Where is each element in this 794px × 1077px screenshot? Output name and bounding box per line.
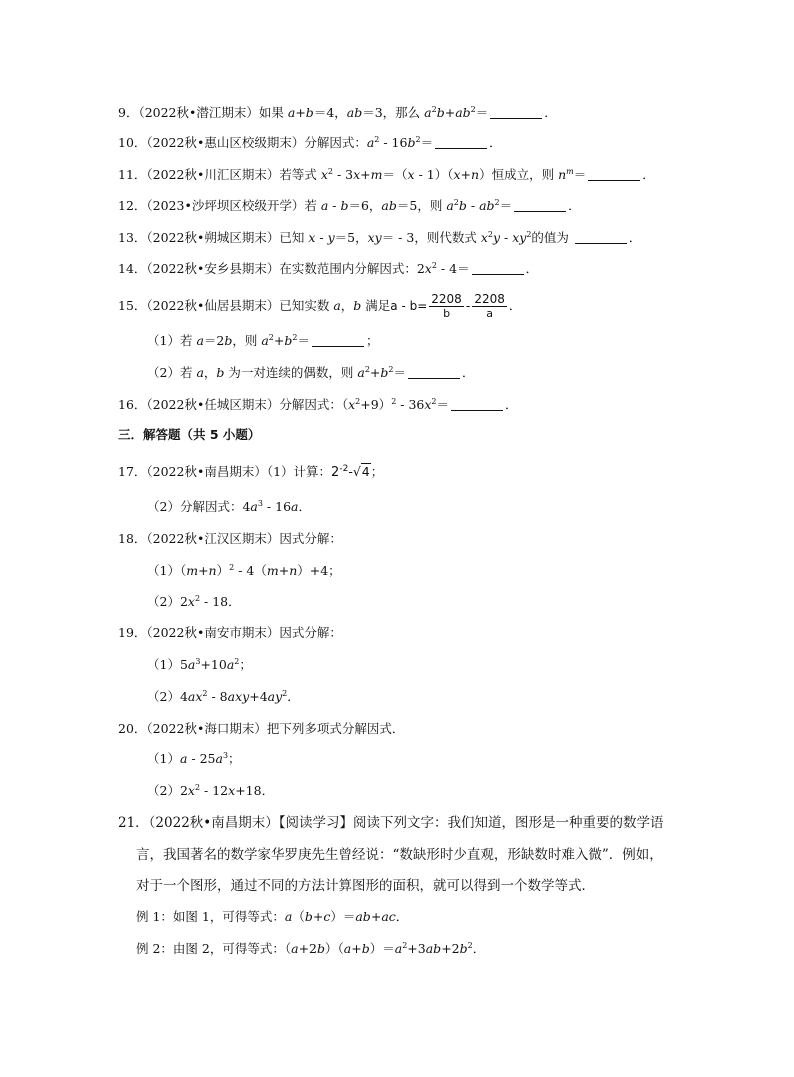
q19-2-text: - 8 [207,689,228,704]
fraction-numerator: 2208 [474,292,505,306]
q10-text: ． [489,135,502,150]
q19-1-text: ； [239,657,252,672]
q18-1-math: m [266,563,279,578]
q15-2-math: a [196,365,204,380]
q11-text: - 3 [332,167,354,182]
q18-1-math: m [186,563,199,578]
q13-text: ＝ - 3，则代数式 [381,230,481,245]
q15-math: a [333,298,341,313]
exponent: 2 [355,397,361,406]
ex1-text: + [312,909,324,924]
q15-equation-lhs: a - b= [390,299,428,313]
q20-1-math: a [215,751,223,766]
exponent: 2 [194,783,201,792]
q12-text: - [466,198,480,213]
q12-text: ＝5，则 [396,198,447,213]
q11-math: x [353,167,361,182]
q15-1-math: b [284,333,293,348]
q15-1-math: b [224,333,233,348]
answer-blank[interactable] [435,136,487,149]
q17-text: 17．（2022秋•南昌期末）（1）计算： [118,464,332,479]
answer-blank[interactable] [312,334,364,347]
question-14 [118,260,538,278]
q12-text: ． [568,198,581,213]
exponent: 2 [494,198,500,207]
q20-1-text: ； [228,751,241,766]
q15-text: ， [340,298,354,313]
answer-blank[interactable] [575,231,627,244]
fraction-denominator: b [443,307,451,320]
q15-1-text: + [273,333,285,348]
exponent: 2 [268,333,274,342]
exponent: 2 [364,365,370,374]
exponent: 2 [526,230,532,239]
q11-text: - 1）（ [414,167,454,182]
q16-text: 16．（2022秋•任城区期末）分解因式：（ [118,397,349,412]
q11-math: x [320,167,328,182]
q18-1-text: - 4（ [234,563,267,578]
q20-1-math: a [179,751,188,766]
q19-1-text: +10 [200,657,227,672]
q20-1-text: （1） [147,751,180,766]
q14-text: 14．（2022秋•安乡县期末）在实数范围内分解因式：2 [118,261,425,276]
q19-2-text: （2）4 [147,689,188,704]
ex1-text: 例 1：如图 1，可得等式： [136,909,285,924]
q15-2-text: 为一对连续的偶数，则 [224,365,358,380]
answer-blank[interactable] [490,106,542,119]
ex1-text: + [370,909,382,924]
answer-blank[interactable] [588,168,640,181]
q13-math: y [492,230,501,245]
ex2-math: ab [425,941,442,956]
ex2-text: ． [472,941,486,956]
exponent: 2 [391,397,397,406]
q19-2-text: ． [287,689,300,704]
exponent: 2 [431,261,437,270]
exponent: 3 [257,499,263,508]
q11-math: m [370,167,383,182]
question-16 [118,396,518,414]
exponent: m [566,167,574,176]
q9-math: a+b [287,105,314,120]
exponent: 2 [431,105,437,114]
q10-math: a [366,135,375,150]
question-21-line-3: 对于一个图形，通过不同的方法计算图形的面积，就可以得到一个数学等式． [136,878,595,894]
q9-math: b+ab [436,105,471,120]
q16-text: +9） [360,397,392,412]
q15-2-math: b [216,365,225,380]
ex1-text: （ [292,909,305,924]
exponent: 2 [431,397,437,406]
q12-math: a [446,198,454,213]
q12-math: b [340,198,349,213]
q15-1-text: （1）若 [147,333,197,348]
fraction [472,292,507,321]
square-root: √4 [352,464,370,479]
q19-2-math: ay [267,689,283,704]
ex2-text: +2 [441,941,460,956]
answer-blank[interactable] [451,398,503,411]
q9-text: ＝4， [313,105,347,120]
q18-1-text: + [278,563,290,578]
question-11 [118,166,655,184]
q18-2-math: x [187,594,195,609]
q20-1-text: - 25 [187,751,216,766]
q15-1-text: ； [366,333,379,348]
ex2-text: + [351,941,362,956]
q18-1-math: n [289,563,298,578]
q17-2-math: a [291,499,299,514]
q13-math: xy [512,230,527,245]
q20-2-math: x [228,783,236,798]
ex2-math: a [291,941,299,956]
q15-2-math: b [380,365,389,380]
q17-2-math: a [250,499,258,514]
q11-text: ． [642,167,655,182]
q15-1-text: ＝2 [203,333,225,348]
question-21-line-2: 言，我国著名的数学家华罗庚先生曾经说：“数缺形时少直观，形缺数时难入微”．例如， [136,847,663,863]
q19-1-math: a [226,657,235,672]
q15-1-text: ，则 [232,333,262,348]
q18-1-text: ） [216,563,230,578]
q17-text: ； [370,464,384,479]
q15-2-text: ＝ [393,365,407,380]
q18-1-text: ）+4； [297,563,341,578]
q9-text: ． [544,105,557,120]
q15-text: 满足 [361,298,391,313]
question-20-part-2 [147,782,274,800]
q16-math: x [348,397,356,412]
q10-text: ＝ [420,135,434,150]
q17-2-text: ． [298,499,311,514]
question-21-line-1: 21．（2022秋•南昌期末）【阅读学习】阅读下列文字：我们知道，图形是一种重要的数学语 [118,815,664,831]
q12-text: - [328,198,341,213]
exponent: 2 [229,563,235,572]
exponent: 2 [327,167,333,176]
q17-2-text: （2）分解因式：4 [147,499,251,514]
q16-text: ＝ [436,397,450,412]
question-10 [118,134,502,152]
q9-text: 9．（2022秋•潜江期末）如果 [118,105,288,120]
q11-math: x [407,167,415,182]
question-13 [118,229,641,247]
q14-math: x [424,261,432,276]
q11-text: ＝ [573,167,587,182]
q9-math: ab [346,105,363,120]
q14-text: - 4＝ [436,261,470,276]
question-20: 20．（2022秋•海口期末）把下列多项式分解因式． [118,721,405,736]
exponent: 2 [282,689,288,698]
ex2-math: b [459,941,468,956]
ex2-math: a [394,941,403,956]
ex1-math: ac [381,909,396,924]
q18-2-text: - 18． [200,594,241,609]
question-19: 19．（2022秋•南安市期末）因式分解： [118,625,342,640]
q10-math: b [407,135,416,150]
q19-2-math: axy [227,689,250,704]
q15-text: 15．（2022秋•仙居县期末）已知实数 [118,298,334,313]
q9-text: ＝3，那么 [362,105,425,120]
exponent: 2 [292,333,298,342]
question-18-part-2 [147,593,241,611]
q12-text: ＝ [499,198,513,213]
question-15-part-2 [147,364,475,382]
q14-text: ． [525,261,539,276]
q20-2-text: - 12 [200,783,229,798]
q15-1-math: a [261,333,269,348]
q15-2-text: ， [203,365,217,380]
q16-text: ． [505,397,518,412]
q15-2-text: （2）若 [147,365,197,380]
q12-math: ab [381,198,397,213]
q11-text: + [460,167,472,182]
example-2 [136,940,485,958]
q18-2-text: （2）2 [147,594,188,609]
q12-math: a [320,198,329,213]
exponent: -2 [339,464,349,474]
q11-text: 11．（2022秋•川汇区期末）若等式 [118,167,321,182]
ex1-text: ． [395,909,409,924]
answer-blank[interactable] [514,199,566,212]
q15-1-text: ＝ [297,333,310,348]
q15-math: b [353,298,362,313]
q11-math: n [558,167,567,182]
ex2-math: a [343,941,352,956]
q12-text: 12．（2023•沙坪坝区校级开学）若 [118,198,321,213]
q15-2-text: ． [462,365,475,380]
q15-1-math: a [196,333,204,348]
fraction-denominator: a [486,307,493,320]
exponent: 2 [487,230,493,239]
power-base: 2 [331,465,340,480]
q20-2-text: +18． [235,783,275,798]
q13-math: y [327,230,335,245]
question-18-part-1 [147,562,341,580]
ex2-text: ）＝ [369,941,395,956]
q9-text: ＝ [475,105,489,120]
q19-1-text: （1）5 [147,657,188,672]
q13-math: x [480,230,488,245]
q12-text: ＝6， [348,198,382,213]
q13-math: x [308,230,316,245]
question-20-part-1 [147,750,241,768]
q19-1-math: a [187,657,196,672]
q10-text: - 16 [379,135,408,150]
ex2-math: b [361,941,370,956]
exponent: 2 [415,135,421,144]
question-19-part-1 [147,656,252,674]
exponent: 2 [194,594,201,603]
question-17-part-2 [147,498,311,516]
ex1-math: b [304,909,313,924]
question-18: 18．（2022秋•江汉区期末）因式分解： [118,531,342,546]
q13-text: 13．（2022秋•朔城区期末）已知 [118,230,309,245]
answer-blank[interactable] [472,262,524,275]
q11-text: + [360,167,371,182]
q13-text: - [500,230,513,245]
q12-math: b [458,198,467,213]
ex1-math: a [284,909,293,924]
q11-text: ）恒成立，则 [479,167,559,182]
question-17 [118,460,383,485]
exponent: 2 [234,657,240,666]
radicand: 4 [361,464,370,479]
example-1 [136,908,408,926]
q19-2-text: +4 [249,689,268,704]
exponent: 3 [222,751,229,760]
minus-sign: - [348,464,353,479]
q15-text: ． [508,298,522,313]
ex1-text: ）＝ [330,909,356,924]
q15-2-math: a [357,365,365,380]
q11-math: x [453,167,461,182]
exponent: 2 [374,135,380,144]
ex2-text: ）（ [325,941,344,956]
q19-2-math: ax [187,689,203,704]
q18-1-text: + [198,563,209,578]
question-9 [118,104,557,122]
exponent: 2 [470,105,476,114]
q18-1-text: （1）（ [147,563,187,578]
q13-text: 的值为 [531,230,573,245]
section-heading-answers: 三．解答题（共 5 小题） [118,427,261,442]
exponent: 2 [388,365,394,374]
q9-math: a [424,105,432,120]
q17-2-text: - 16 [262,499,292,514]
exponent: 2 [202,689,208,698]
ex2-math: b [317,941,326,956]
q20-2-math: x [187,783,195,798]
fraction-numerator: 2208 [431,292,462,306]
exponent: 2 [402,941,408,950]
q12-math: ab [479,198,495,213]
q11-text: ＝（ [382,167,408,182]
minus-sign: - [465,298,471,313]
answer-blank[interactable] [408,366,460,379]
q10-text: 10．（2022秋•惠山区校级期末）分解因式： [118,135,367,150]
q13-text: - [315,230,328,245]
q11-math: n [471,167,480,182]
q16-text: - 36 [396,397,425,412]
ex2-text: +2 [298,941,317,956]
exponent: 2 [467,941,473,950]
ex1-math: ab [355,909,371,924]
question-12 [118,197,581,215]
question-15 [118,290,521,322]
q13-text: ＝5， [334,230,368,245]
ex1-math: c [323,909,331,924]
q13-text: ． [628,230,642,245]
q16-math: x [424,397,432,412]
ex2-text: +3 [407,941,426,956]
question-15-part-1 [147,332,379,350]
exponent: 3 [195,657,201,666]
fraction [429,292,464,321]
exponent: 2 [453,198,459,207]
q13-math: xy [367,230,382,245]
q18-1-math: n [208,563,217,578]
q20-2-text: （2）2 [147,783,188,798]
ex2-text: 例 2：由图 2，可得等式：（ [136,941,292,956]
question-19-part-2 [147,688,300,706]
q15-2-text: + [369,365,381,380]
